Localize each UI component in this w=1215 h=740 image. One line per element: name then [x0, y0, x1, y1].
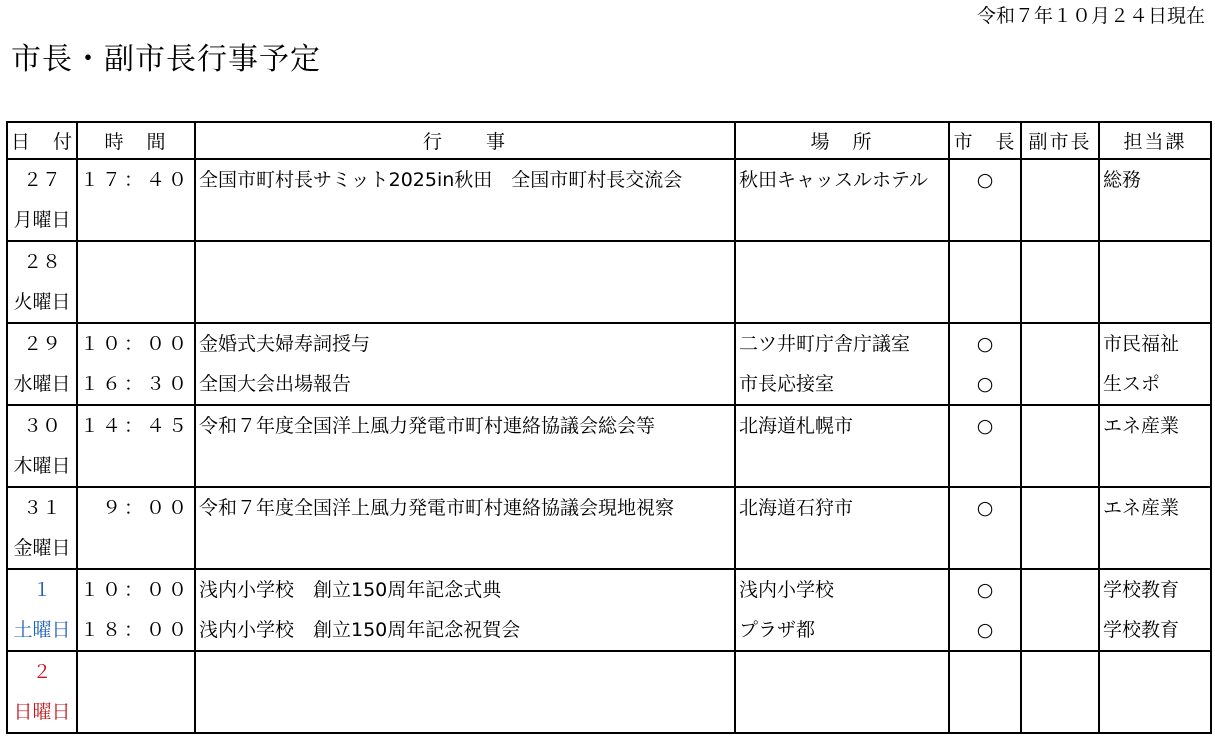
deputy-attendance-mark	[1022, 570, 1098, 610]
mayor-attendance-mark: ○	[976, 415, 994, 437]
weekday-label: 金曜日	[13, 537, 71, 559]
time-cell	[77, 241, 195, 323]
day-number: ２８	[22, 251, 61, 273]
time-cell	[77, 323, 195, 405]
event-name: 令和７年度全国洋上風力発電市町村連絡協議会総会等	[199, 415, 656, 437]
deputy-mayor-cell	[1021, 487, 1099, 569]
schedule-row	[7, 487, 1211, 569]
mayor-attendance-mark: ○	[976, 579, 994, 601]
weekday-label: 火曜日	[13, 291, 71, 313]
date-cell	[7, 569, 77, 651]
event-place: 二ツ井町庁舎庁議室	[739, 333, 911, 355]
weekday-label: 土曜日	[13, 619, 71, 641]
event-cell	[195, 569, 735, 651]
deputy-attendance-mark	[1022, 364, 1098, 404]
place-cell	[735, 569, 949, 651]
deputy-attendance-mark	[1022, 324, 1098, 364]
event-time: １４：４５	[79, 415, 190, 437]
event-place: 秋田キャッスルホテル	[739, 169, 929, 191]
department-cell	[1099, 569, 1211, 651]
schedule-body	[7, 159, 1211, 733]
day-number: ２	[32, 661, 52, 683]
schedule-table	[6, 121, 1212, 734]
department-name: 市民福祉	[1103, 333, 1180, 355]
event-name: 金婚式夫婦寿詞授与	[199, 333, 371, 355]
department-cell	[1099, 323, 1211, 405]
weekday-label: 水曜日	[13, 373, 71, 395]
date-cell	[7, 323, 77, 405]
day-number: ２７	[22, 169, 61, 191]
department-name: エネ産業	[1103, 497, 1180, 519]
schedule-row	[7, 651, 1211, 733]
date-cell	[7, 405, 77, 487]
day-number: ２９	[22, 333, 61, 355]
event-cell	[195, 487, 735, 569]
department-cell	[1099, 487, 1211, 569]
mayor-cell	[949, 159, 1021, 241]
header-row	[7, 122, 1211, 159]
mayor-cell	[949, 323, 1021, 405]
page-title: 市長・副市長行事予定	[11, 42, 321, 77]
event-cell	[195, 159, 735, 241]
day-number: ３０	[22, 415, 61, 437]
mayor-cell	[949, 487, 1021, 569]
event-name: 全国市町村長サミット2025in秋田 全国市町村長交流会	[199, 169, 683, 191]
department-name: エネ産業	[1103, 415, 1180, 437]
department-cell	[1099, 651, 1211, 733]
deputy-mayor-cell	[1021, 241, 1099, 323]
event-time: １０：００	[79, 333, 190, 355]
deputy-attendance-mark	[1022, 406, 1098, 446]
event-name: 浅内小学校 創立150周年記念祝賀会	[199, 619, 521, 641]
event-time: ９：００	[101, 497, 190, 519]
mayor-cell	[949, 569, 1021, 651]
schedule-row	[7, 159, 1211, 241]
event-cell	[195, 241, 735, 323]
weekday-label: 木曜日	[13, 455, 71, 477]
event-name: 浅内小学校 創立150周年記念式典	[199, 579, 502, 601]
event-cell	[195, 405, 735, 487]
time-cell	[77, 405, 195, 487]
mayor-attendance-mark: ○	[976, 169, 994, 191]
event-name: 令和７年度全国洋上風力発電市町村連絡協議会現地視察	[199, 497, 675, 519]
mayor-attendance-mark: ○	[976, 333, 994, 355]
mayor-cell	[949, 651, 1021, 733]
department-cell	[1099, 241, 1211, 323]
deputy-mayor-cell	[1021, 405, 1099, 487]
event-place: 浅内小学校	[739, 579, 835, 601]
mayor-attendance-mark: ○	[976, 497, 994, 519]
mayor-cell	[949, 241, 1021, 323]
place-cell	[735, 651, 949, 733]
event-cell	[195, 323, 735, 405]
event-place: 北海道札幌市	[739, 415, 854, 437]
schedule-row	[7, 323, 1211, 405]
header-date: 日 付	[7, 122, 77, 159]
place-cell	[735, 487, 949, 569]
deputy-attendance-mark	[1022, 488, 1098, 528]
place-cell	[735, 405, 949, 487]
department-name: 学校教育	[1103, 619, 1180, 641]
deputy-mayor-cell	[1021, 569, 1099, 651]
header-department: 担当課	[1099, 122, 1211, 159]
weekday-label: 月曜日	[13, 209, 71, 231]
time-cell	[77, 487, 195, 569]
schedule-row	[7, 241, 1211, 323]
place-cell	[735, 159, 949, 241]
time-cell	[77, 651, 195, 733]
weekday-label: 日曜日	[13, 701, 71, 723]
as-of-date: 令和７年１０月２４日現在	[976, 5, 1205, 27]
event-place: 北海道石狩市	[739, 497, 854, 519]
header-deputy-mayor: 副市長	[1021, 122, 1099, 159]
mayor-attendance-mark: ○	[976, 373, 994, 395]
event-time: １８：００	[79, 619, 190, 641]
header-event: 行 事	[195, 122, 735, 159]
event-place: 市長応接室	[739, 373, 835, 395]
deputy-mayor-cell	[1021, 651, 1099, 733]
department-name: 学校教育	[1103, 579, 1180, 601]
department-cell	[1099, 405, 1211, 487]
schedule-row	[7, 569, 1211, 651]
schedule-row	[7, 405, 1211, 487]
place-cell	[735, 323, 949, 405]
date-cell	[7, 651, 77, 733]
event-time: １７：４０	[79, 169, 190, 191]
event-time: １０：００	[79, 579, 190, 601]
day-number: ３１	[22, 497, 61, 519]
department-name: 生スポ	[1103, 373, 1161, 395]
deputy-attendance-mark	[1022, 610, 1098, 650]
date-cell	[7, 159, 77, 241]
mayor-cell	[949, 405, 1021, 487]
mayor-attendance-mark: ○	[976, 619, 994, 641]
event-time: １６：３０	[79, 373, 190, 395]
event-place: プラザ都	[739, 619, 816, 641]
time-cell	[77, 159, 195, 241]
place-cell	[735, 241, 949, 323]
time-cell	[77, 569, 195, 651]
day-number: １	[32, 579, 52, 601]
header-place: 場 所	[735, 122, 949, 159]
department-cell	[1099, 159, 1211, 241]
date-cell	[7, 487, 77, 569]
event-name: 全国大会出場報告	[199, 373, 352, 395]
deputy-mayor-cell	[1021, 159, 1099, 241]
department-name: 総務	[1103, 169, 1142, 191]
deputy-mayor-cell	[1021, 323, 1099, 405]
deputy-attendance-mark	[1022, 160, 1098, 200]
date-cell	[7, 241, 77, 323]
header-mayor: 市 長	[949, 122, 1021, 159]
event-cell	[195, 651, 735, 733]
header-time: 時 間	[77, 122, 195, 159]
